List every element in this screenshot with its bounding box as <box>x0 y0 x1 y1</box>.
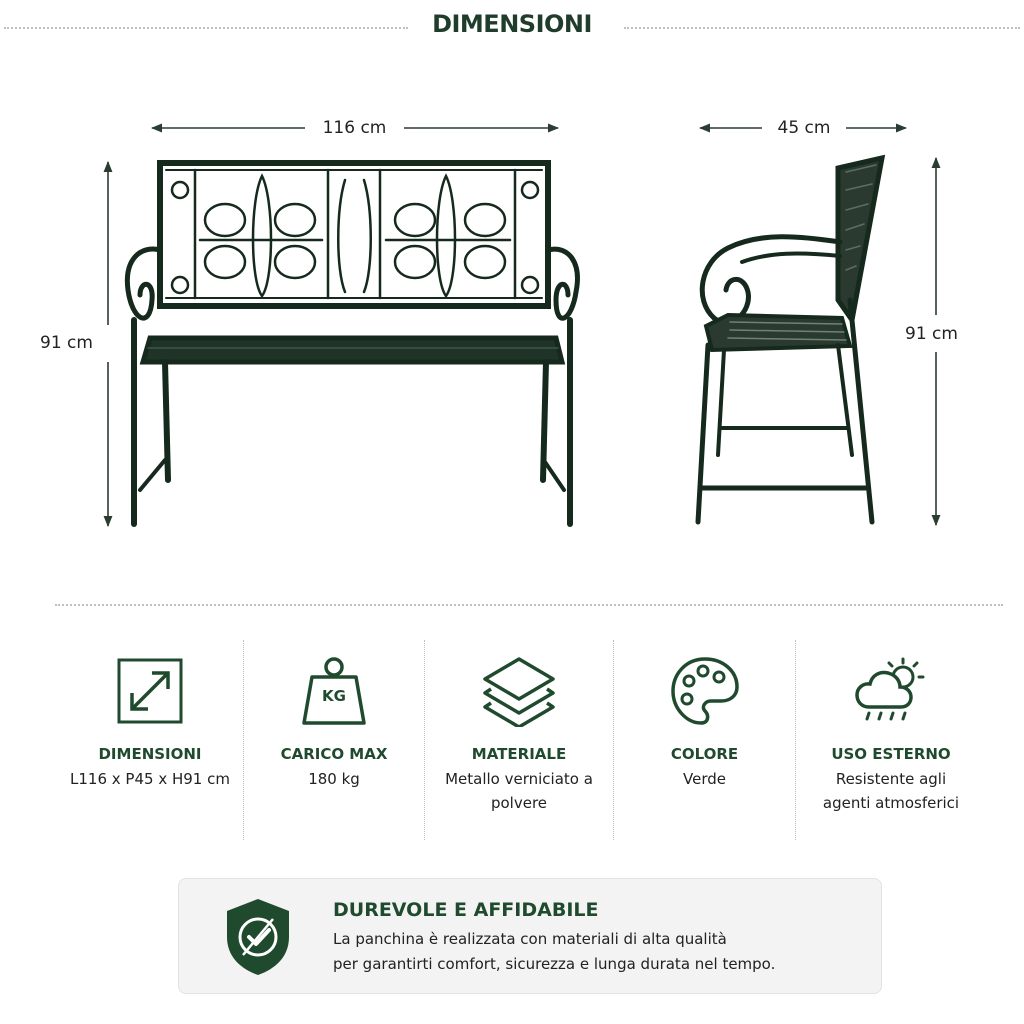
kg-label: KG <box>322 687 346 705</box>
feature-value: Verde <box>683 770 726 788</box>
durability-line-2: per garantirti comfort, sicurezza e lunga durata nel tempo. <box>333 955 776 973</box>
bench-dimension-diagram <box>0 100 1024 540</box>
feature-separator <box>243 640 244 840</box>
bench-side-view <box>698 158 882 522</box>
bench-front-view <box>127 163 577 524</box>
feature-color <box>616 655 793 791</box>
header-divider-right <box>624 27 1020 29</box>
weather-cloud-sun-icon <box>853 655 929 727</box>
feature-label: MATERIALE <box>471 745 567 763</box>
page-title: DIMENSIONI <box>432 10 592 38</box>
feature-separator <box>795 640 796 840</box>
feature-separator <box>424 640 425 840</box>
side-height-label: 91 cm <box>905 324 958 344</box>
durability-card <box>178 878 882 994</box>
feature-material <box>427 655 611 815</box>
front-height-label: 91 cm <box>40 333 93 353</box>
feature-value: Resistente agli agenti atmosferici <box>822 770 960 812</box>
layers-icon <box>481 655 557 727</box>
front-width-label: 116 cm <box>322 118 387 138</box>
feature-dimensions <box>60 655 240 791</box>
feature-separator <box>613 640 614 840</box>
durability-title: DUREVOLE E AFFIDABILE <box>333 899 599 921</box>
feature-label: CARICO MAX <box>280 745 388 763</box>
feature-value: 180 kg <box>308 770 360 788</box>
feature-max-load <box>246 655 422 791</box>
feature-value: L116 x P45 x H91 cm <box>70 770 230 788</box>
side-depth-label: 45 cm <box>777 118 831 138</box>
feature-label: USO ESTERNO <box>831 745 951 763</box>
resize-arrows-icon <box>114 655 186 727</box>
feature-label: COLORE <box>670 745 739 763</box>
section-divider <box>55 604 1003 606</box>
palette-icon <box>669 655 741 727</box>
durability-line-1: La panchina è realizzata con materiali di alta qualità <box>333 930 727 948</box>
feature-outdoor <box>798 655 984 815</box>
feature-value: Metallo verniciato a polvere <box>445 770 593 812</box>
shield-check-icon <box>223 897 293 977</box>
feature-label: DIMENSIONI <box>98 745 202 763</box>
